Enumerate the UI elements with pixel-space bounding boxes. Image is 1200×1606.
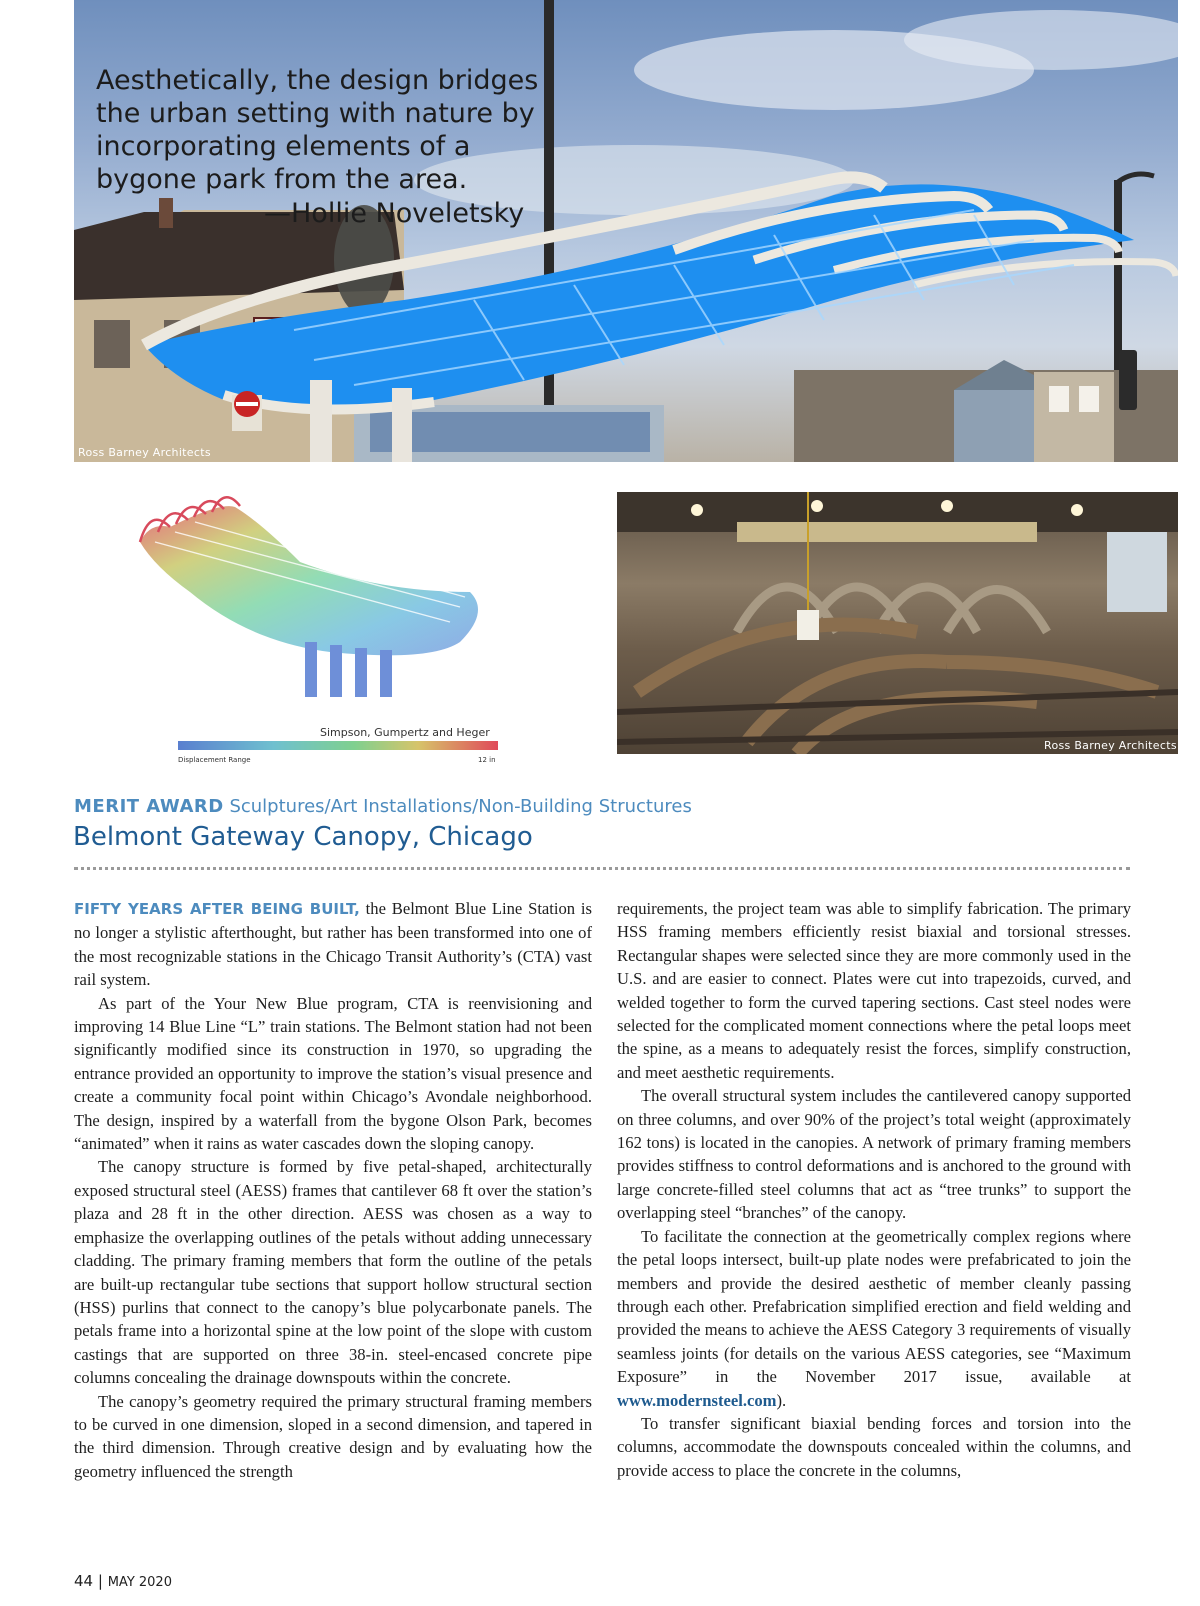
paragraph-text: the Belmont Blue Line Station is no longer a stylistic afterthought, but rather has been transformed into one of the most recognizable stations in the Chicago Transit Authority’s (CTA) vast rail system. (74, 899, 592, 990)
displacement-range-max: 12 in (478, 756, 496, 764)
body-column-left (74, 897, 592, 1483)
award-label: MERIT AWARD (74, 796, 224, 817)
issue-date: MAY 2020 (107, 1575, 172, 1590)
project-title: Belmont Gateway Canopy, Chicago (73, 822, 533, 852)
pull-quote-author: —Hollie Noveletsky (264, 198, 525, 229)
body-column-right (617, 897, 1131, 1482)
body-paragraph (74, 897, 592, 992)
award-category: Sculptures/Art Installations/Non-Building Structures (229, 796, 692, 817)
body-paragraph (617, 1225, 1131, 1412)
lead-in: FIFTY YEARS AFTER BEING BUILT, (74, 900, 360, 918)
pull-quote: Aesthetically, the design bridges the urban setting with nature by incorporating elements of a bygone park from the area. (96, 65, 539, 195)
fabrication-shop-illustration (617, 492, 1178, 754)
displacement-color-bar (178, 741, 498, 750)
body-paragraph: The canopy structure is formed by five petal-shaped, architecturally exposed structural steel (AESS) frames that cantilever 68 ft over the station’s plaza and 28 ft in the other direction. AESS was chosen as a way to emphasize the overlapping outlines of the petals without adding unnecessary cladding. The primary framing members that form the outline of the petals are built-up rectangular tube sections that support hollow structural section (HSS) purlins that connect to the canopy’s blue polycarbonate panels. The petals frame into a horizontal spine at the low point of the slope with custom castings that are supported on three 38-in. steel-encased concrete pipe columns concealing the drainage downspouts within the concrete. (74, 1157, 592, 1388)
body-paragraph: requirements, the project team was able to simplify fabrication. The primary HSS framing members efficiently resist biaxial and torsional stresses. Rectangular shapes were selected since they are more commonly used in the U.S. and are easier to connect. Plates were cut into trapezoids, curved, and welded together to form the curved tapering sections. Cast steel nodes were selected for the complicated moment connections where the petal loops meet the spine, as a means to adequately resist the forces, simplify construction, and meet aesthetic requirements. (617, 899, 1131, 1082)
page-footer (74, 1572, 172, 1590)
body-paragraph: The canopy’s geometry required the primary structural framing members to be curved in one dimension, sloped in a second dimension, and tapered in the third dimension. Through creative design and by evaluating how the geometry influenced the strength (74, 1391, 592, 1481)
page-number: 44 (74, 1572, 94, 1590)
shop-photo-credit: Ross Barney Architects (1044, 739, 1177, 752)
body-paragraph: The overall structural system includes the cantilevered canopy supported on three columns, and over 90% of the project’s total weight (approximately 162 tons) is located in the canopies. A network of primary framing members provides stiffness to control deformations and is anchored to the ground with large concrete-filled steel columns that act as “tree trunks” to support the overlapping steel “branches” of the canopy. (617, 1086, 1131, 1223)
award-line (74, 796, 692, 817)
body-paragraph: To transfer significant biaxial bending forces and torsion into the columns, accommodate the downspouts concealed within the columns, and provide access to place the concrete in the columns, (617, 1413, 1131, 1480)
modernsteel-link[interactable]: www.modernsteel.com (617, 1390, 777, 1410)
hero-photo-credit: Ross Barney Architects (78, 446, 211, 459)
paragraph-text: To facilitate the connection at the geometrically complex regions where the petal loops intersect, built-up plate nodes were prefabricated to join the members and provide the desired aesthetic of member cleanly passing through each other. Prefabrication simplified erection and field welding and provided the means to achieve the AESS Category 3 requirements of visually seamless joints (for details on the various AESS categories, see “Maximum Exposure” in the November 2017 issue, available at (617, 1226, 1131, 1387)
fabrication-shop-photo (617, 492, 1178, 754)
hero-photo (74, 0, 1178, 462)
paragraph-text-end: ). (776, 1390, 787, 1410)
footer-separator: | (97, 1572, 103, 1590)
displacement-range-label: Displacement Range (178, 756, 251, 764)
body-paragraph: As part of the Your New Blue program, CTA is reenvisioning and improving 14 Blue Line “L” train stations. The Belmont station had not been significantly modified since its construction in 1970, so upgrading the entrance provided an opportunity to improve the station’s visual presence and create a community focal point within Chicago’s Avondale neighborhood. The design, inspired by a waterfall from the bygone Olson Park, becomes “animated” when it rains as water cascades down the sloping canopy. (74, 993, 592, 1154)
dotted-divider (74, 867, 1130, 870)
diagram-credit: Simpson, Gumpertz and Heger (320, 726, 490, 739)
